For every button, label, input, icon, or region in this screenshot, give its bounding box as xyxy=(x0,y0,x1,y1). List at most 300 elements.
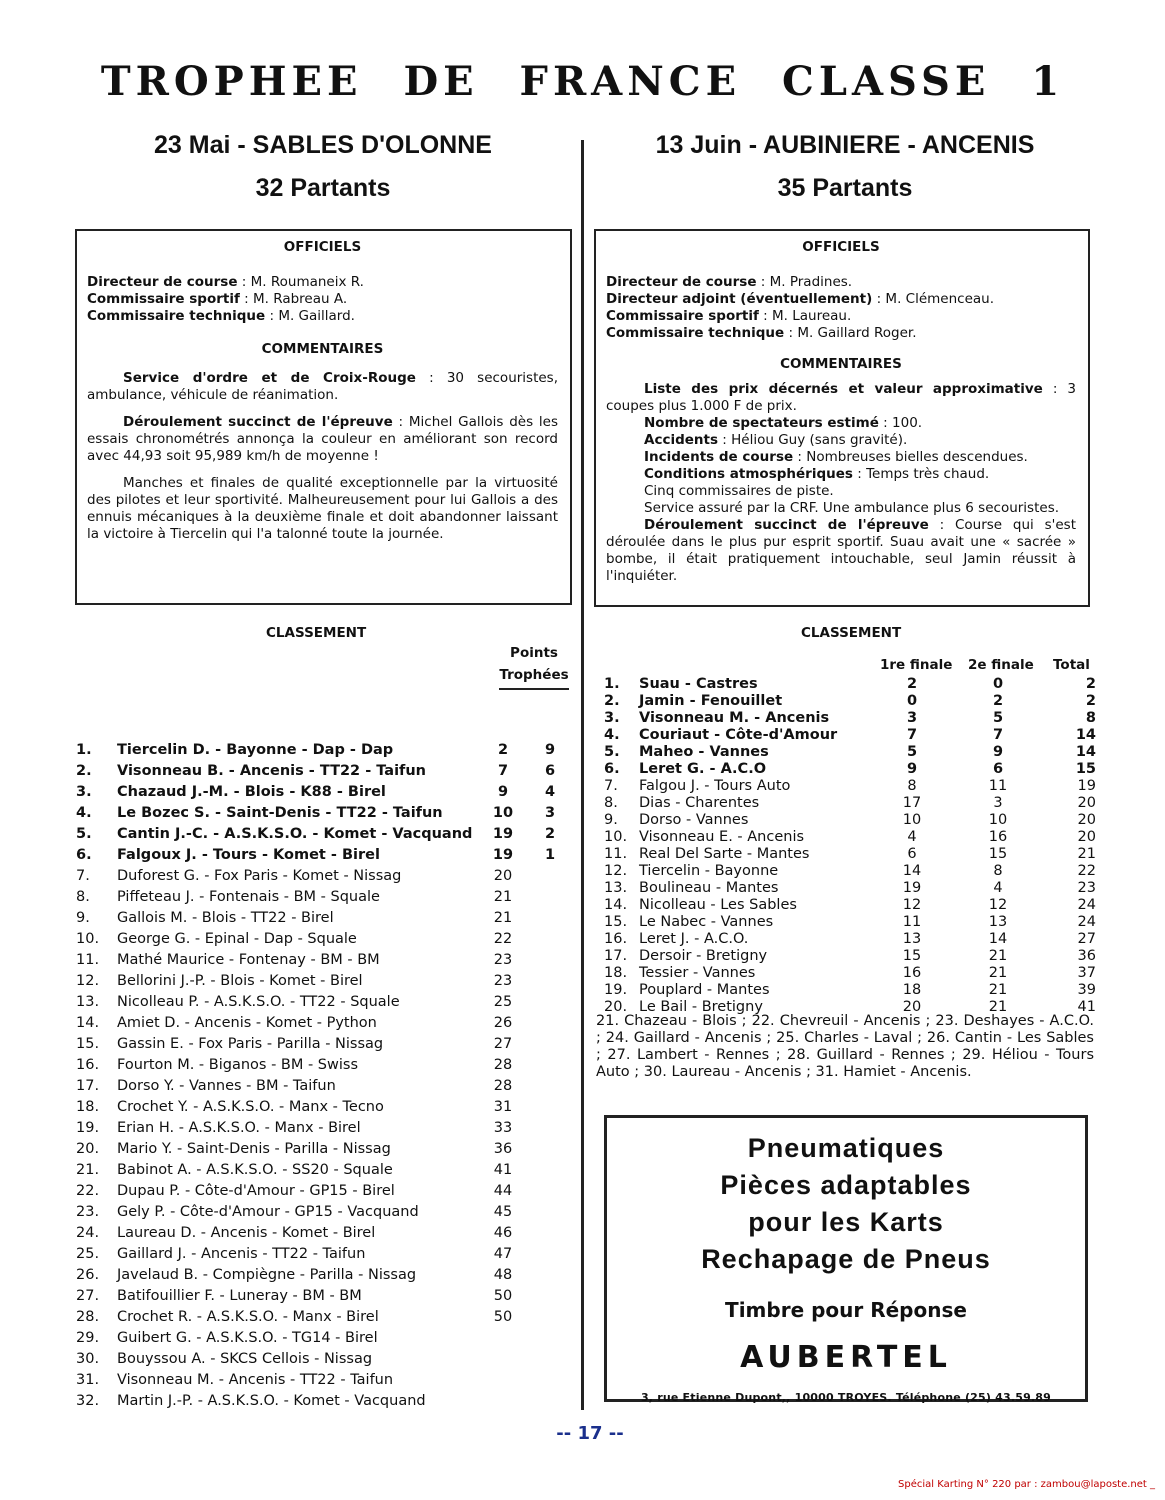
ranking-finale-2: 13 xyxy=(988,914,1008,930)
col-header-finale-1: 1re finale xyxy=(880,657,953,673)
ranking-driver: Erian H. - A.S.K.S.O. - Manx - Birel xyxy=(117,1120,361,1136)
commentaire-text: Nombreuses bielles descendues. xyxy=(806,449,1028,465)
ranking-position: 8. xyxy=(76,889,90,905)
ranking-points: 50 xyxy=(493,1288,513,1304)
ranking-finale-1: 7 xyxy=(906,727,918,743)
officiel-label: Commissaire technique xyxy=(87,308,266,324)
right-ranking-table xyxy=(596,676,1096,1016)
ranking-position: 11. xyxy=(604,846,628,862)
ranking-row xyxy=(596,727,1096,744)
ranking-points: 23 xyxy=(493,973,513,989)
ranking-driver: Guibert G. - A.S.K.S.O. - TG14 - Birel xyxy=(117,1330,378,1346)
officiel-label: Directeur de course xyxy=(606,274,757,290)
ranking-row xyxy=(76,1391,581,1412)
commentaire-text: 100. xyxy=(892,415,923,431)
commentaire-label: Liste des prix décernés et valeur approximative xyxy=(644,381,1043,397)
ranking-row xyxy=(596,914,1096,931)
ranking-driver: Mario Y. - Saint-Denis - Parilla - Nissag xyxy=(117,1141,391,1157)
ranking-driver: Mathé Maurice - Fontenay - BM - BM xyxy=(117,952,380,968)
ranking-position: 17. xyxy=(604,948,628,964)
ranking-position: 21. xyxy=(76,1162,100,1178)
officiel-line: Commissaire technique : M. Gaillard Roger. xyxy=(606,325,917,341)
ranking-points: 21 xyxy=(493,889,513,905)
ranking-position: 20. xyxy=(76,1141,100,1157)
trophees-header: Trophées xyxy=(499,664,568,690)
ranking-points: 45 xyxy=(493,1204,513,1220)
ranking-row xyxy=(76,1160,581,1181)
ranking-position: 1. xyxy=(604,676,620,692)
ranking-driver: Falgou J. - Tours Auto xyxy=(639,778,791,794)
ranking-total: 36 xyxy=(1077,948,1096,964)
left-ranking-list xyxy=(76,740,581,1412)
right-classement-title: CLASSEMENT xyxy=(801,625,902,641)
ranking-driver: Fourton M. - Biganos - BM - Swiss xyxy=(117,1057,359,1073)
ranking-finale-2: 11 xyxy=(988,778,1008,794)
ranking-points: 19 xyxy=(492,847,514,863)
ranking-points: 46 xyxy=(493,1225,513,1241)
ad-line: Rechapage de Pneus xyxy=(701,1244,991,1274)
ranking-driver: Visonneau M. - Ancenis - TT22 - Taifun xyxy=(117,1372,394,1388)
ranking-position: 18. xyxy=(604,965,628,981)
commentaires-list xyxy=(87,370,558,543)
ranking-position: 7. xyxy=(76,868,90,884)
ranking-total: 20 xyxy=(1077,829,1096,845)
ranking-total: 20 xyxy=(1077,812,1096,828)
commentaire-label: Déroulement succinct de l'épreuve xyxy=(644,517,929,533)
ranking-row xyxy=(76,1139,581,1160)
commentaire-paragraph: Service d'ordre et de Croix-Rouge : 30 secouristes, ambulance, véhicule de réanimation. xyxy=(87,370,559,403)
ad-brand: AUBERTEL xyxy=(740,1340,952,1375)
commentaire-paragraph: Déroulement succinct de l'épreuve : Course qui s'est déroulée dans le plus pur esprit sportif. Suau avait une « sacrée » bombe, il était pratiquement intouchable, seul Jamin réussit à l'inquiéter. xyxy=(606,517,1077,584)
right-race-date-place: 13 Juin - AUBINIERE - ANCENIS xyxy=(655,131,1035,159)
ranking-total: 2 xyxy=(1085,693,1096,709)
ranking-points: 27 xyxy=(493,1036,513,1052)
ranking-points: 28 xyxy=(493,1057,513,1073)
officiel-value: M. Clémenceau. xyxy=(885,291,994,307)
commentaire-label: Accidents xyxy=(644,432,718,448)
commentaire-paragraph: Conditions atmosphériques : Temps très chaud. xyxy=(644,466,990,482)
ranking-position: 31. xyxy=(76,1372,100,1388)
officiels-title: OFFICIELS xyxy=(283,239,362,255)
ranking-driver: Gassin E. - Fox Paris - Parilla - Nissag xyxy=(117,1036,384,1052)
ranking-row xyxy=(76,1265,581,1286)
commentaires-title: COMMENTAIRES xyxy=(261,341,384,357)
ranking-driver: Jamin - Fenouillet xyxy=(639,693,783,709)
ranking-finale-2: 4 xyxy=(993,880,1003,896)
ranking-total: 41 xyxy=(1077,999,1096,1015)
ranking-row xyxy=(596,693,1096,710)
ranking-position: 27. xyxy=(76,1288,100,1304)
officiels-title: OFFICIELS xyxy=(802,239,880,255)
ranking-row xyxy=(76,1055,581,1076)
commentaire-paragraph: Déroulement succinct de l'épreuve : Michel Gallois dès les essais chronométrés annonça la couleur en améliorant son record avec 44,93 soit 95,989 km/h de moyenne ! xyxy=(87,414,558,464)
ranking-position: 12. xyxy=(604,863,628,879)
officiel-label: Commissaire sportif xyxy=(606,308,759,324)
ranking-position: 23. xyxy=(76,1204,100,1220)
commentaire-text: Temps très chaud. xyxy=(866,466,990,482)
left-race-heading xyxy=(70,131,576,203)
ranking-row xyxy=(76,950,581,971)
ranking-driver: Leret J. - A.C.O. xyxy=(639,931,749,947)
ranking-finale-1: 0 xyxy=(906,693,918,709)
officiel-label: Directeur adjoint (éventuellement) xyxy=(606,291,873,307)
left-classement-title: CLASSEMENT xyxy=(266,625,367,641)
ranking-row xyxy=(596,778,1096,795)
ranking-finale-2: 21 xyxy=(988,948,1008,964)
ranking-finale-2: 0 xyxy=(992,676,1004,692)
commentaire-paragraph: Accidents : Héliou Guy (sans gravité). xyxy=(644,432,908,448)
right-race-heading xyxy=(592,131,1098,203)
ranking-row xyxy=(596,761,1096,778)
ranking-driver: Dorso - Vannes xyxy=(639,812,749,828)
ranking-finale-1: 9 xyxy=(906,761,918,777)
ranking-driver: Tessier - Vannes xyxy=(639,965,756,981)
ranking-total: 22 xyxy=(1077,863,1096,879)
ranking-points: 7 xyxy=(497,763,509,779)
ranking-position: 10. xyxy=(604,829,628,845)
ranking-driver: Dias - Charentes xyxy=(639,795,760,811)
ranking-driver: Laureau D. - Ancenis - Komet - Birel xyxy=(117,1225,376,1241)
ranking-driver: Tiercelin - Bayonne xyxy=(639,863,779,879)
ranking-total: 15 xyxy=(1075,761,1096,777)
left-race-partants: 32 Partants xyxy=(255,174,391,202)
commentaire-paragraph: Nombre de spectateurs estimé : 100. xyxy=(644,415,923,431)
ranking-finale-2: 14 xyxy=(988,931,1008,947)
ranking-position: 4. xyxy=(604,727,620,743)
commentaire-text: 30 secouristes, ambulance, véhicule de réanimation. xyxy=(87,370,559,403)
ranking-driver: Gallois M. - Blois - TT22 - Birel xyxy=(117,910,334,926)
officiel-line: Commissaire sportif : M. Laureau. xyxy=(606,308,852,324)
ranking-driver: Le Bail - Bretigny xyxy=(639,999,763,1015)
officiel-value: M. Gaillard. xyxy=(278,308,355,324)
ranking-total: 21 xyxy=(1077,846,1096,862)
ranking-row xyxy=(596,931,1096,948)
ranking-driver: Dupau P. - Côte-d'Amour - GP15 - Birel xyxy=(117,1183,395,1199)
ranking-finale-1: 8 xyxy=(907,778,917,794)
ranking-finale-2: 21 xyxy=(988,982,1008,998)
ranking-row xyxy=(76,761,581,782)
ranking-driver: Boulineau - Mantes xyxy=(639,880,779,896)
ranking-trophy-points: 3 xyxy=(544,805,556,821)
ranking-trophy-points: 9 xyxy=(544,742,556,758)
ranking-points: 28 xyxy=(493,1078,513,1094)
ranking-finale-1: 11 xyxy=(902,914,922,930)
officiels-list xyxy=(606,274,1076,342)
commentaire-text: Service assuré par la CRF. Une ambulance plus 6 secouristes. xyxy=(644,500,1060,516)
credit-line: Spécial Karting N° 220 par : zambou@laposte.net _ xyxy=(898,1479,1155,1490)
ranking-points: 19 xyxy=(492,826,514,842)
ranking-row xyxy=(76,1286,581,1307)
ranking-finale-2: 21 xyxy=(988,965,1008,981)
col-header-total: Total xyxy=(1053,657,1090,673)
ranking-position: 20. xyxy=(604,999,628,1015)
ranking-finale-1: 10 xyxy=(902,812,922,828)
ranking-driver: Dersoir - Bretigny xyxy=(639,948,768,964)
ranking-row xyxy=(76,929,581,950)
ranking-row xyxy=(596,846,1096,863)
ranking-position: 8. xyxy=(604,795,618,811)
ranking-driver: Suau - Castres xyxy=(639,676,758,692)
ranking-position: 6. xyxy=(76,847,92,863)
commentaire-text: Course qui s'est déroulée dans le plus pur esprit sportif. Suau avait une « sacrée » bombe, il était pratiquement intouchable, seul Jamin réussit à l'inquiéter. xyxy=(606,517,1077,584)
ranking-driver: Cantin J.-C. - A.S.K.S.O. - Komet - Vacquand xyxy=(117,826,473,842)
commentaire-text: Michel Gallois dès les essais chronométrés annonça la couleur en améliorant son record avec 44,93 soit 95,989 km/h de moyenne ! xyxy=(87,414,558,464)
left-info-box xyxy=(75,229,572,605)
ranking-position: 2. xyxy=(76,763,92,779)
ranking-position: 6. xyxy=(604,761,620,777)
ranking-row xyxy=(76,1202,581,1223)
commentaire-paragraph: Liste des prix décernés et valeur approximative : 3 coupes plus 1.000 F de prix. xyxy=(606,381,1076,414)
ranking-row xyxy=(596,744,1096,761)
ranking-total: 23 xyxy=(1077,880,1096,896)
officiel-line: Directeur de course : M. Roumaneix R. xyxy=(87,274,364,290)
ranking-position: 19. xyxy=(604,982,628,998)
ranking-points: 41 xyxy=(493,1162,513,1178)
ranking-driver: Crochet R. - A.S.K.S.O. - Manx - Birel xyxy=(117,1309,379,1325)
points-trophees-header xyxy=(492,642,576,690)
ranking-driver: Bellorini J.-P. - Blois - Komet - Birel xyxy=(117,973,363,989)
ranking-points: 47 xyxy=(493,1246,513,1262)
ranking-driver: Gely P. - Côte-d'Amour - GP15 - Vacquand xyxy=(117,1204,419,1220)
ranking-row xyxy=(596,863,1096,880)
ranking-points: 26 xyxy=(493,1015,513,1031)
officiel-label: Directeur de course xyxy=(87,274,238,290)
ranking-driver: Bouyssou A. - SKCS Cellois - Nissag xyxy=(117,1351,373,1367)
ranking-row xyxy=(596,812,1096,829)
ranking-points: 50 xyxy=(493,1309,513,1325)
ranking-points: 44 xyxy=(493,1183,513,1199)
ranking-total: 14 xyxy=(1075,744,1096,760)
ranking-row xyxy=(596,982,1096,999)
commentaire-text: Cinq commissaires de piste. xyxy=(644,483,834,499)
ranking-finale-1: 4 xyxy=(907,829,917,845)
advertisement-box xyxy=(604,1115,1088,1402)
ranking-driver: Batifouillier F. - Luneray - BM - BM xyxy=(117,1288,362,1304)
ranking-trophy-points: 1 xyxy=(544,847,556,863)
ranking-points: 22 xyxy=(493,931,513,947)
ranking-position: 10. xyxy=(76,931,100,947)
ranking-total: 24 xyxy=(1077,897,1096,913)
ranking-total: 27 xyxy=(1077,931,1096,947)
ranking-position: 1. xyxy=(76,742,92,758)
commentaires-list xyxy=(606,381,1076,585)
ranking-points: 10 xyxy=(492,805,514,821)
ranking-position: 4. xyxy=(76,805,92,821)
commentaire-paragraph xyxy=(606,500,1076,517)
commentaire-text: Manches et finales de qualité exceptionnelle par la virtuosité des pilotes et leur sportivité. Malheureusement pour lui Gallois a des ennuis mécaniques à la deuxième finale et doit abandonner laissant la victoire à Tiercelin qui l'a talonné toute la journée. xyxy=(87,475,558,542)
commentaire-paragraph: Incidents de course : Nombreuses bielles descendues. xyxy=(644,449,1028,465)
ranking-position: 13. xyxy=(76,994,100,1010)
ranking-row xyxy=(76,992,581,1013)
ranking-points: 21 xyxy=(493,910,513,926)
ranking-row xyxy=(76,1370,581,1391)
ranking-driver: Nicolleau P. - A.S.K.S.O. - TT22 - Squale xyxy=(117,994,400,1010)
ranking-position: 26. xyxy=(76,1267,100,1283)
ranking-row xyxy=(76,740,581,761)
ranking-driver: Martin J.-P. - A.S.K.S.O. - Komet - Vacquand xyxy=(117,1393,426,1409)
ranking-points: 31 xyxy=(493,1099,513,1115)
ranking-position: 15. xyxy=(604,914,628,930)
ranking-total: 19 xyxy=(1077,778,1096,794)
officiel-value: M. Rabreau A. xyxy=(253,291,348,307)
ranking-position: 9. xyxy=(76,910,90,926)
ranking-position: 5. xyxy=(604,744,620,760)
ranking-position: 5. xyxy=(76,826,92,842)
ranking-row xyxy=(76,1097,581,1118)
col-header-finale-2: 2e finale xyxy=(968,657,1034,673)
ranking-position: 14. xyxy=(604,897,628,913)
ranking-finale-1: 13 xyxy=(902,931,922,947)
ranking-row xyxy=(76,1244,581,1265)
ranking-trophy-points: 6 xyxy=(544,763,556,779)
ranking-row xyxy=(76,1013,581,1034)
officiel-line: Commissaire technique : M. Gaillard. xyxy=(87,308,355,324)
commentaire-label: Service d'ordre et de Croix-Rouge xyxy=(123,370,416,386)
ranking-finale-1: 20 xyxy=(902,999,922,1015)
ranking-row xyxy=(76,845,581,866)
ranking-total: 14 xyxy=(1075,727,1096,743)
ranking-finale-2: 2 xyxy=(992,693,1004,709)
ranking-finale-2: 6 xyxy=(992,761,1004,777)
ranking-trophy-points: 4 xyxy=(544,784,556,800)
ranking-row xyxy=(76,908,581,929)
ranking-points: 20 xyxy=(493,868,513,884)
ranking-finale-1: 18 xyxy=(902,982,922,998)
remaining-classement: 21. Chazeau - Blois ; 22. Chevreuil - Ancenis ; 23. Deshayes - A.C.O. ; 24. Gaillard - Ancenis ; 25. Charles - Laval ; 26. Cantin - Les Sables ; 27. Lambert - Rennes ; 28. Guillard - Rennes ; 29. Héliou - Tours Auto ; 30. Laureau - Ancenis ; 31. Hamiet - Ancenis. xyxy=(596,1013,1094,1080)
officiel-value: M. Pradines. xyxy=(769,274,853,290)
ranking-row xyxy=(76,866,581,887)
officiel-line: Directeur de course : M. Pradines. xyxy=(606,274,853,290)
ranking-position: 17. xyxy=(76,1078,100,1094)
page-number: -- 17 -- xyxy=(556,1423,624,1444)
ranking-row xyxy=(76,803,581,824)
officiel-line: Directeur adjoint (éventuellement) : M. Clémenceau. xyxy=(606,291,994,307)
ranking-position: 22. xyxy=(76,1183,100,1199)
ranking-position: 14. xyxy=(76,1015,100,1031)
commentaire-text: Héliou Guy (sans gravité). xyxy=(731,432,908,448)
ranking-driver: Falgoux J. - Tours - Komet - Birel xyxy=(117,847,380,863)
ranking-row xyxy=(76,1076,581,1097)
ad-line: pour les Karts xyxy=(748,1207,944,1237)
ranking-finale-2: 15 xyxy=(988,846,1008,862)
ranking-row xyxy=(76,971,581,992)
ranking-row xyxy=(76,1307,581,1328)
ranking-row xyxy=(596,829,1096,846)
ranking-row xyxy=(596,795,1096,812)
ranking-driver: Piffeteau J. - Fontenais - BM - Squale xyxy=(117,889,380,905)
ranking-position: 32. xyxy=(76,1393,100,1409)
ranking-row xyxy=(76,1034,581,1055)
ranking-driver: Real Del Sarte - Mantes xyxy=(639,846,810,862)
ranking-finale-1: 5 xyxy=(906,744,918,760)
ranking-row xyxy=(76,824,581,845)
ranking-finale-1: 2 xyxy=(906,676,918,692)
commentaire-text: 3 coupes plus 1.000 F de prix. xyxy=(606,381,1076,414)
ranking-position: 24. xyxy=(76,1225,100,1241)
officiel-value: M. Gaillard Roger. xyxy=(797,325,917,341)
ranking-total: 8 xyxy=(1085,710,1096,726)
ranking-position: 9. xyxy=(604,812,618,828)
ranking-position: 3. xyxy=(604,710,620,726)
ranking-position: 13. xyxy=(604,880,628,896)
ranking-points: 9 xyxy=(497,784,509,800)
ranking-row xyxy=(596,965,1096,982)
commentaire-label: Déroulement succinct de l'épreuve xyxy=(123,414,393,430)
ranking-points: 48 xyxy=(493,1267,513,1283)
officiel-line: Commissaire sportif : M. Rabreau A. xyxy=(87,291,348,307)
ranking-position: 30. xyxy=(76,1351,100,1367)
officiel-label: Commissaire sportif xyxy=(87,291,240,307)
ranking-driver: Couriaut - Côte-d'Amour xyxy=(639,727,838,743)
ranking-finale-1: 17 xyxy=(902,795,922,811)
ranking-finale-1: 3 xyxy=(906,710,918,726)
ranking-finale-1: 16 xyxy=(902,965,922,981)
ranking-driver: George G. - Epinal - Dap - Squale xyxy=(117,931,357,947)
ranking-position: 12. xyxy=(76,973,100,989)
points-header: Points xyxy=(510,645,558,661)
ranking-row xyxy=(596,710,1096,727)
ad-timbre: Timbre pour Réponse xyxy=(725,1298,967,1322)
ranking-finale-2: 10 xyxy=(988,812,1008,828)
ranking-driver: Chazaud J.-M. - Blois - K88 - Birel xyxy=(117,784,386,800)
ranking-position: 18. xyxy=(76,1099,100,1115)
ranking-position: 16. xyxy=(76,1057,100,1073)
ranking-driver: Crochet Y. - A.S.K.S.O. - Manx - Tecno xyxy=(117,1099,384,1115)
ranking-total: 24 xyxy=(1077,914,1096,930)
ranking-finale-2: 7 xyxy=(992,727,1004,743)
officiel-label: Commissaire technique xyxy=(606,325,785,341)
ranking-driver: Le Bozec S. - Saint-Denis - TT22 - Taifun xyxy=(117,805,443,821)
ranking-total: 2 xyxy=(1085,676,1096,692)
ad-line: Pièces adaptables xyxy=(720,1170,972,1200)
ranking-driver: Tiercelin D. - Bayonne - Dap - Dap xyxy=(117,742,394,758)
ranking-finale-1: 19 xyxy=(902,880,922,896)
commentaire-paragraph xyxy=(87,475,558,543)
ranking-finale-1: 15 xyxy=(902,948,922,964)
ranking-points: 23 xyxy=(493,952,513,968)
ranking-finale-2: 9 xyxy=(992,744,1004,760)
ranking-finale-2: 16 xyxy=(988,829,1008,845)
ad-address: 3, rue Etienne Dupont,, 10000 TROYES. Téléphone (25) 43.59.89 xyxy=(640,1391,1052,1404)
ranking-row xyxy=(76,1118,581,1139)
ranking-driver: Gaillard J. - Ancenis - TT22 - Taifun xyxy=(117,1246,366,1262)
ranking-position: 28. xyxy=(76,1309,100,1325)
ranking-row xyxy=(596,948,1096,965)
ranking-finale-1: 12 xyxy=(902,897,922,913)
ranking-position: 15. xyxy=(76,1036,100,1052)
ad-line: Pneumatiques xyxy=(747,1133,945,1163)
ranking-row xyxy=(596,880,1096,897)
ranking-total: 20 xyxy=(1077,795,1096,811)
ranking-finale-2: 8 xyxy=(993,863,1003,879)
ranking-finale-2: 3 xyxy=(993,795,1003,811)
ranking-row xyxy=(76,1223,581,1244)
ranking-driver: Le Nabec - Vannes xyxy=(639,914,774,930)
ranking-finale-1: 14 xyxy=(902,863,922,879)
officiel-value: M. Laureau. xyxy=(772,308,852,324)
left-race-date-place: 23 Mai - SABLES D'OLONNE xyxy=(154,131,492,159)
ranking-driver: Amiet D. - Ancenis - Komet - Python xyxy=(117,1015,377,1031)
commentaire-label: Incidents de course xyxy=(644,449,794,465)
officiel-value: M. Roumaneix R. xyxy=(250,274,364,290)
ranking-points: 33 xyxy=(493,1120,513,1136)
ranking-row xyxy=(596,897,1096,914)
ranking-position: 29. xyxy=(76,1330,100,1346)
ranking-finale-2: 12 xyxy=(988,897,1008,913)
ranking-position: 19. xyxy=(76,1120,100,1136)
ranking-position: 25. xyxy=(76,1246,100,1262)
ranking-row xyxy=(76,1328,581,1349)
